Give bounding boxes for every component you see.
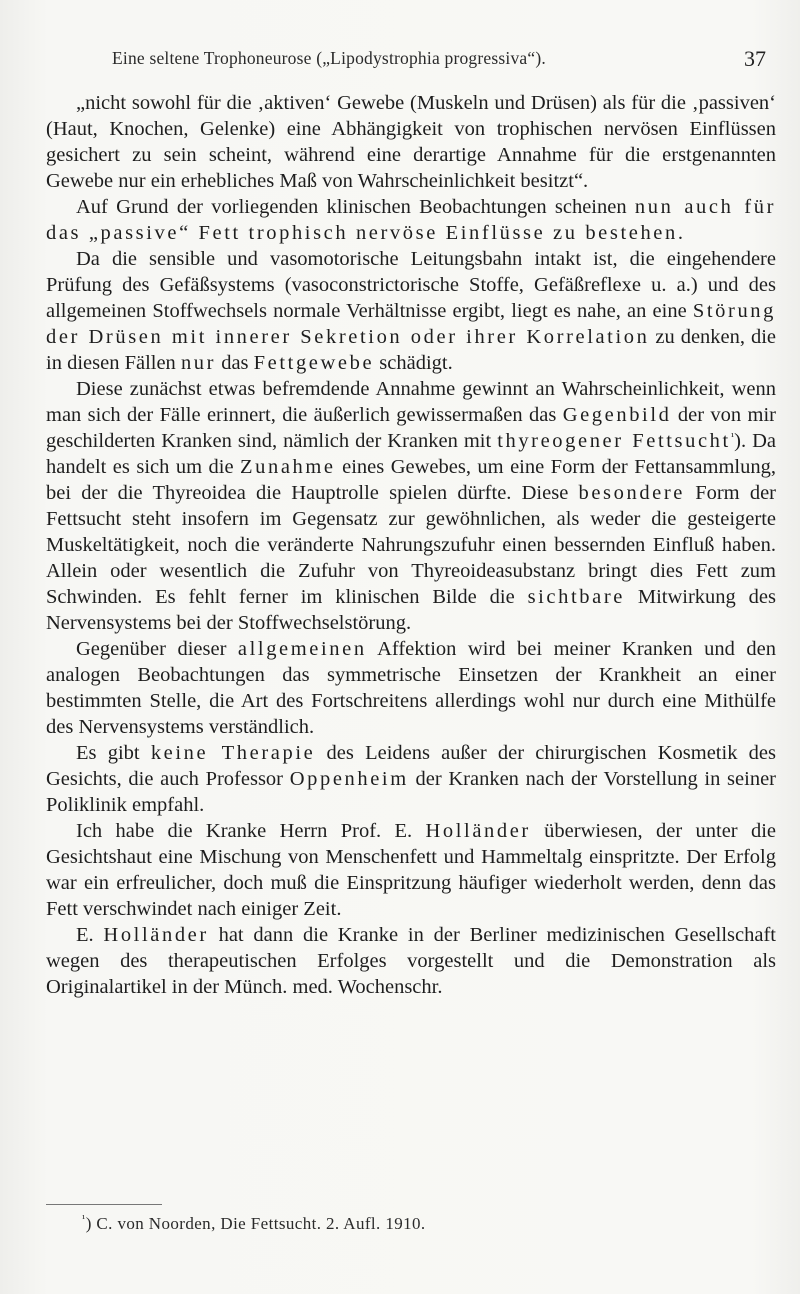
paragraph <box>46 376 776 636</box>
emphasized-text: Zunahme <box>240 456 336 478</box>
text-run: Es gibt <box>76 742 151 764</box>
text-run: Form der Fettsucht steht insofern im Gegensatz zur gewöhnlichen, als weder die gesteigerte Muskeltätigkeit, noch die veränderte Nahrungszufuhr einen bessernden Einfluß haben. Allein oder wesentlich die Zufuhr von Thyreoideasubstanz bringt dies Fett zum Schwinden. Es fehlt ferner im klinischen Bilde die <box>46 482 776 608</box>
text-run: Diese zunächst etwas befremdende Annahme gewinnt an Wahrscheinlichkeit, wenn man sich der Fälle erinnert, die äußerlich gewissermaßen das <box>46 378 776 426</box>
text-run: das <box>216 352 254 374</box>
emphasized-text: sichtbare <box>527 586 625 608</box>
footnote-reference: ¹ <box>730 431 735 443</box>
emphasized-text: besondere <box>578 482 686 504</box>
running-head <box>0 44 800 78</box>
text-run: zu denken, die in diesen Fällen <box>46 326 776 374</box>
footnote-rule <box>46 1204 162 1205</box>
emphasized-text: nur <box>180 352 217 374</box>
text-run: hat dann die Kranke in der Berliner medizinischen Gesellschaft wegen des therapeutischen Erfolges vorgestellt und die Demonstration als Originalartikel in der Münch. med. Wochenschr. <box>46 924 776 998</box>
emphasized-text: Holländer <box>425 820 531 842</box>
emphasized-text: Störung der Drüsen mit innerer Sekretion oder ihrer Korrelation <box>46 300 776 348</box>
text-run: „nicht sowohl für die ‚aktiven‘ Gewebe (Muskeln und Drüsen) als für die ‚passiven‘ (Haut, Knochen, Gelenke) eine Abhängigkeit von trophischen nervösen Einflüssen gesichert zu sein scheint, während eine derartige Annahme für die erstgenannten Gewebe nur ein erhebliches Maß von Wahrscheinlichkeit besitzt“. <box>46 92 776 192</box>
text-run: der von mir geschilderten Kranken sind, nämlich der Kranken mit <box>46 404 776 452</box>
text-run: Auf Grund der vorliegenden klinischen Beobachtungen scheinen <box>76 196 635 218</box>
emphasized-text: Holländer <box>103 924 209 946</box>
text-run: Mitwirkung des Nervensystems bei der Stoffwechselstörung. <box>46 586 776 634</box>
text-run: Ich habe die Kranke Herrn Prof. E. <box>76 820 426 842</box>
paragraph <box>46 90 776 194</box>
footnote-text: ) C. von Noorden, Die Fettsucht. 2. Aufl. 1910. <box>85 1214 426 1233</box>
footnote-marker: ¹ <box>82 1213 86 1225</box>
text-run: schädigt. <box>374 352 453 374</box>
paragraph <box>46 636 776 740</box>
emphasized-text: keine Therapie <box>150 742 316 764</box>
text-run: eines Gewebes, um eine Form der Fettansammlung, bei der die Thyreoidea die Hauptrolle spielen dürfte. Diese <box>46 456 776 504</box>
text-run: ). Da handelt es sich um die <box>46 430 776 478</box>
emphasized-text: nun auch für das „passive“ Fett trophisch nervöse Einflüsse zu bestehen. <box>46 196 776 244</box>
paragraph <box>46 818 776 922</box>
text-run: überwiesen, der unter die Gesichtshaut eine Mischung von Menschenfett und Hammeltalg einspritzte. Der Erfolg war ein erfreulicher, doch muß die Einspritzung häufiger wiederholt werden, denn das Fett verschwindet nach einiger Zeit. <box>46 820 776 920</box>
emphasized-text: thyreogener Fettsucht <box>497 430 731 452</box>
paragraph <box>46 922 776 1000</box>
text-run: der Kranken nach der Vorstellung in seiner Poliklinik empfahl. <box>46 768 776 816</box>
text-run: E. <box>76 924 104 946</box>
text-run: des Leidens außer der chirurgischen Kosmetik des Gesichts, die auch Professor <box>46 742 776 790</box>
running-title: Eine seltene Trophoneurose („Lipodystrophia progressiva“). <box>112 48 546 68</box>
paragraph <box>46 740 776 818</box>
text-run: Affektion wird bei meiner Kranken und den analogen Beobachtungen das symmetrische Einsetzen der Krankheit an einer bestimmten Stelle, die Art des Fortschreitens allerdings wohl nur durch eine Mithülfe des Nervensystems verständlich. <box>46 638 776 738</box>
paragraph <box>46 194 776 246</box>
text-run: Da die sensible und vasomotorische Leitungsbahn intakt ist, die eingehendere Prüfung des Gefäßsystems (vasoconstrictorische Stoffe, Gefäßreflexe u. a.) und des allgemeinen Stoffwechsels normale Verhältnisse ergibt, liegt es nahe, an eine <box>46 248 776 322</box>
footnote <box>82 1214 426 1234</box>
emphasized-text: allgemeinen <box>237 638 367 660</box>
emphasized-text: Fettgewebe <box>253 352 375 374</box>
emphasized-text: Oppenheim <box>289 768 409 790</box>
paragraph <box>46 246 776 376</box>
page-number: 37 <box>744 46 766 71</box>
text-run: Gegenüber dieser <box>76 638 238 660</box>
emphasized-text: Gegenbild <box>562 404 672 426</box>
body-text <box>46 90 776 1000</box>
